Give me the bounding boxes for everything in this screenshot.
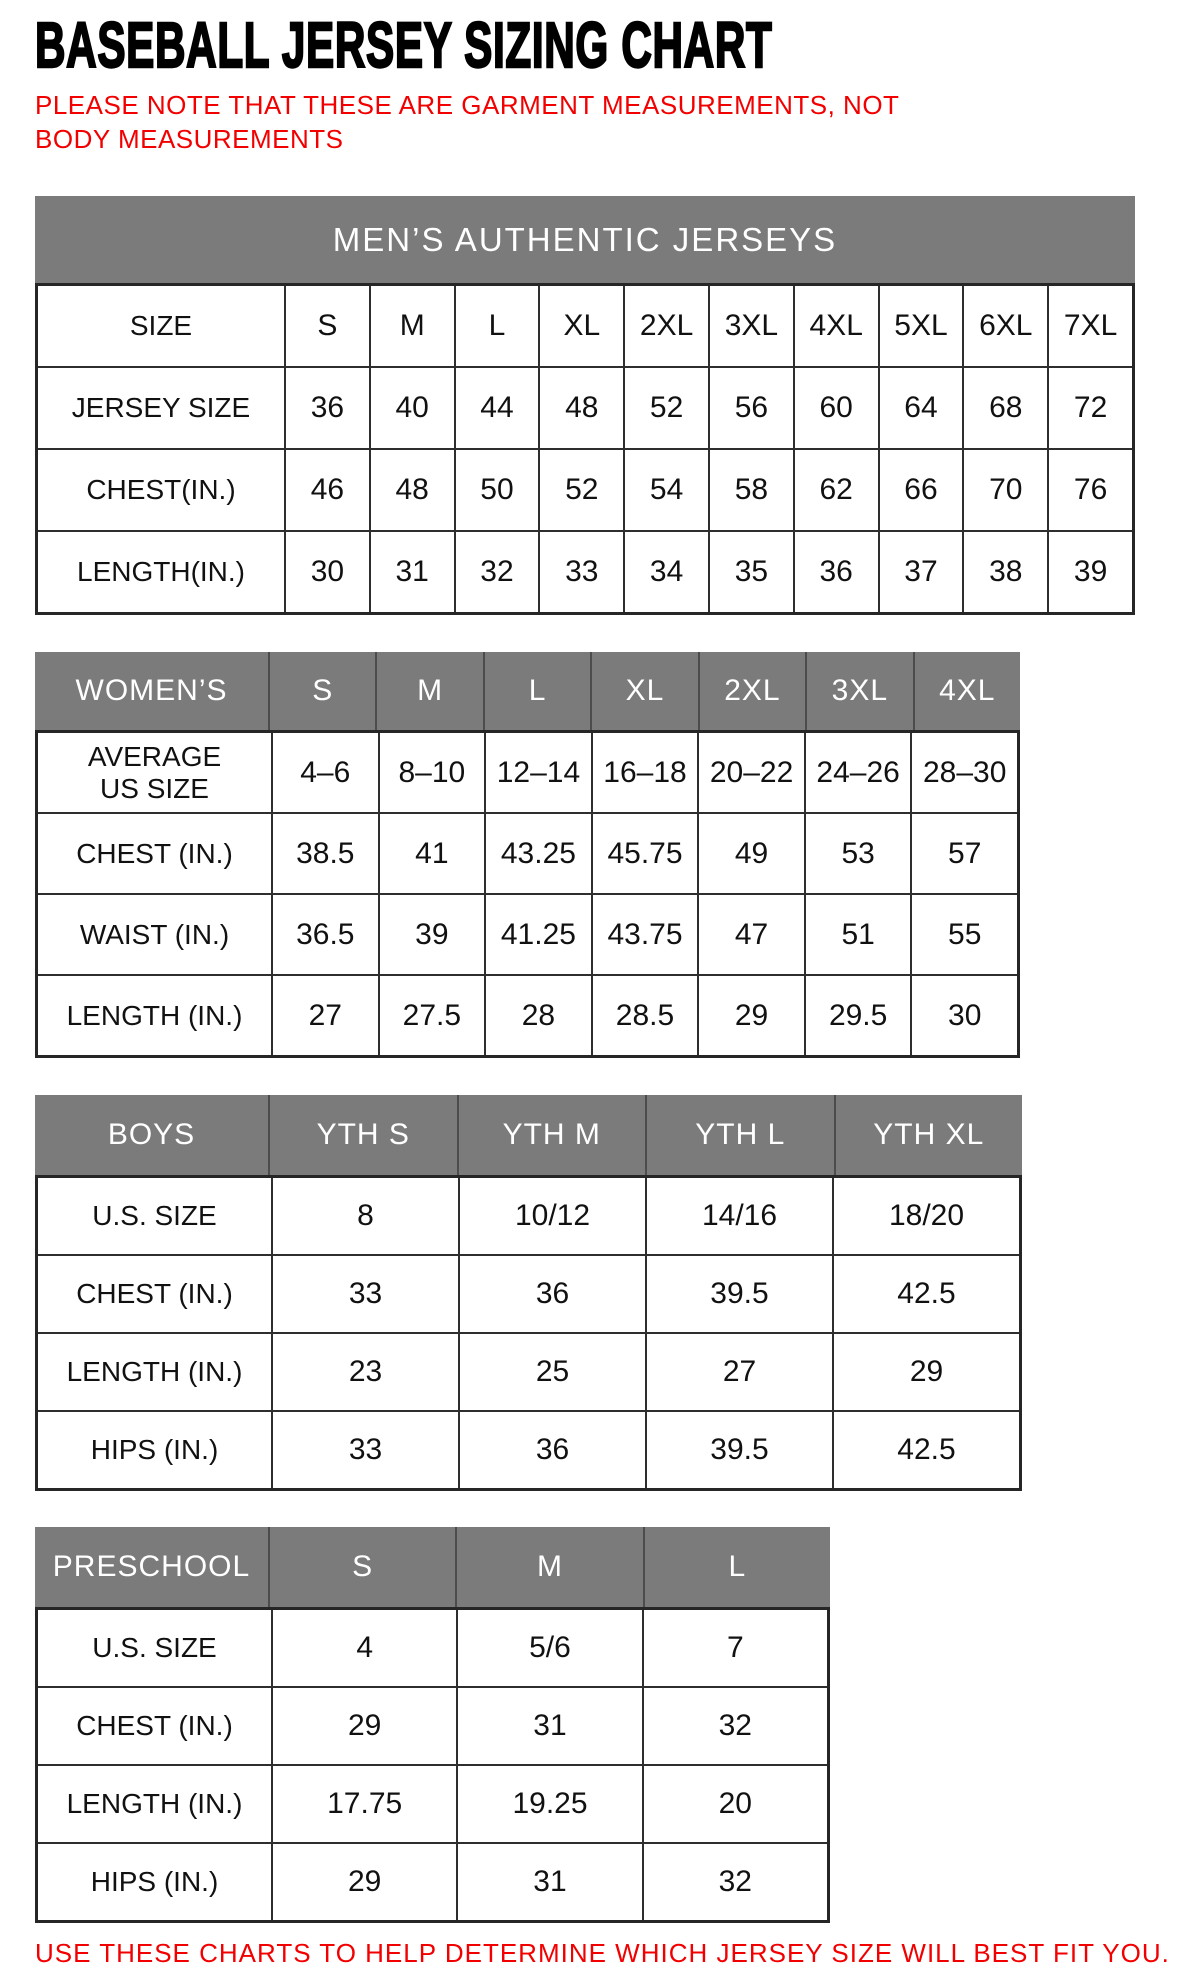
page-title-text: BASEBALL JERSEY SIZING CHART bbox=[35, 9, 773, 81]
row-label-text: CHEST (IN.) bbox=[76, 1278, 233, 1309]
value-cell: 76 bbox=[1047, 448, 1132, 530]
value-cell: 36 bbox=[284, 366, 369, 448]
page-title bbox=[35, 9, 1200, 81]
table-header-label-cell: BOYS bbox=[35, 1095, 268, 1175]
table-row bbox=[38, 1410, 1019, 1488]
table-row bbox=[38, 1610, 827, 1686]
value-cell: 4 bbox=[271, 1610, 456, 1686]
row-label-text: U.S. SIZE bbox=[92, 1200, 217, 1231]
value-cell: 23 bbox=[271, 1332, 458, 1410]
value-cell: 48 bbox=[538, 366, 623, 448]
value-cell: 57 bbox=[910, 812, 1017, 893]
row-label-text: WAIST (IN.) bbox=[79, 918, 230, 950]
value-cell: 28 bbox=[484, 974, 591, 1055]
table-row bbox=[38, 1842, 827, 1920]
value-cell: 68 bbox=[962, 366, 1047, 448]
value-cell: 8–10 bbox=[378, 733, 485, 812]
row-label bbox=[38, 893, 271, 974]
table-header-cell: YTH L bbox=[645, 1095, 834, 1175]
value-cell: 27 bbox=[645, 1332, 832, 1410]
table-body bbox=[35, 1175, 1022, 1491]
value-cell: 58 bbox=[708, 448, 793, 530]
value-cell: 24–26 bbox=[804, 733, 911, 812]
row-label-text: CHEST(IN.) bbox=[86, 474, 236, 505]
row-label bbox=[38, 1686, 271, 1764]
row-label bbox=[38, 1254, 271, 1332]
value-cell: 7 bbox=[642, 1610, 827, 1686]
row-label bbox=[38, 366, 284, 448]
value-cell: 51 bbox=[804, 893, 911, 974]
value-cell: 36.5 bbox=[271, 893, 378, 974]
value-cell: 35 bbox=[708, 530, 793, 612]
boys-sizing-table bbox=[35, 1095, 1022, 1491]
table-row bbox=[38, 893, 1017, 974]
value-cell: 32 bbox=[642, 1842, 827, 1920]
row-label-text: U.S. SIZE bbox=[92, 1632, 217, 1663]
table-row bbox=[38, 286, 1132, 366]
table-header-cell: 3XL bbox=[805, 652, 912, 730]
value-cell: 42.5 bbox=[832, 1410, 1019, 1488]
table-header-label-cell: PRESCHOOL bbox=[35, 1527, 268, 1607]
value-cell: 53 bbox=[804, 812, 911, 893]
value-cell: 4–6 bbox=[271, 733, 378, 812]
value-cell: 8 bbox=[271, 1178, 458, 1254]
value-cell: 29 bbox=[697, 974, 804, 1055]
table-header-cell: YTH XL bbox=[834, 1095, 1023, 1175]
value-cell: 72 bbox=[1047, 366, 1132, 448]
value-cell: 39.5 bbox=[645, 1410, 832, 1488]
table-row bbox=[38, 366, 1132, 448]
row-label-text: CHEST (IN.) bbox=[76, 1710, 233, 1741]
value-cell: 6XL bbox=[962, 286, 1047, 366]
table-header-label-cell: WOMEN’S bbox=[35, 652, 268, 730]
table-header-cell: YTH M bbox=[457, 1095, 646, 1175]
table-row bbox=[38, 733, 1017, 812]
table-row bbox=[38, 530, 1132, 612]
value-cell: 28–30 bbox=[910, 733, 1017, 812]
value-cell: 28.5 bbox=[591, 974, 698, 1055]
row-label-text: LENGTH (IN.) bbox=[66, 1788, 243, 1819]
row-label-text: CHEST (IN.) bbox=[76, 837, 233, 869]
row-label bbox=[38, 1610, 271, 1686]
table-header-cell: S bbox=[268, 1527, 455, 1607]
value-cell: 12–14 bbox=[484, 733, 591, 812]
row-label bbox=[38, 1842, 271, 1920]
table-header-cell: XL bbox=[590, 652, 697, 730]
row-label-text: SIZE bbox=[129, 310, 193, 341]
value-cell: 17.75 bbox=[271, 1764, 456, 1842]
table-body bbox=[35, 730, 1020, 1058]
row-label bbox=[38, 733, 271, 812]
value-cell: 18/20 bbox=[832, 1178, 1019, 1254]
row-label bbox=[38, 1332, 271, 1410]
row-label-text: LENGTH (IN.) bbox=[66, 999, 243, 1031]
table-row bbox=[38, 448, 1132, 530]
value-cell: 16–18 bbox=[591, 733, 698, 812]
value-cell: 39 bbox=[1047, 530, 1132, 612]
table-row bbox=[38, 1178, 1019, 1254]
value-cell: XL bbox=[538, 286, 623, 366]
table-header-cell: S bbox=[268, 652, 375, 730]
value-cell: 70 bbox=[962, 448, 1047, 530]
row-label-text: LENGTH (IN.) bbox=[66, 1356, 243, 1387]
value-cell: 30 bbox=[910, 974, 1017, 1055]
value-cell: 32 bbox=[642, 1686, 827, 1764]
mens-sizing-table bbox=[35, 196, 1135, 615]
value-cell: 33 bbox=[538, 530, 623, 612]
value-cell: 56 bbox=[708, 366, 793, 448]
value-cell: 44 bbox=[454, 366, 539, 448]
value-cell: 31 bbox=[456, 1842, 641, 1920]
row-label bbox=[38, 1410, 271, 1488]
table-header-cell: M bbox=[375, 652, 482, 730]
table-banner: MEN’S AUTHENTIC JERSEYS bbox=[35, 196, 1135, 283]
value-cell: 39 bbox=[378, 893, 485, 974]
table-row bbox=[38, 974, 1017, 1055]
table-header-cell: M bbox=[455, 1527, 642, 1607]
value-cell: 39.5 bbox=[645, 1254, 832, 1332]
row-label bbox=[38, 1764, 271, 1842]
table-row bbox=[38, 1686, 827, 1764]
row-label bbox=[38, 1178, 271, 1254]
value-cell: 3XL bbox=[708, 286, 793, 366]
table-header-cell: 4XL bbox=[913, 652, 1020, 730]
value-cell: 54 bbox=[623, 448, 708, 530]
sizing-chart-page bbox=[0, 9, 1200, 1968]
value-cell: 43.25 bbox=[484, 812, 591, 893]
table-row bbox=[38, 1764, 827, 1842]
value-cell: 34 bbox=[623, 530, 708, 612]
value-cell: 41.25 bbox=[484, 893, 591, 974]
value-cell: 5/6 bbox=[456, 1610, 641, 1686]
table-row bbox=[38, 1332, 1019, 1410]
garment-measurement-note: PLEASE NOTE THAT THESE ARE GARMENT MEASUREMENTS, NOT BODY MEASUREMENTS bbox=[35, 90, 899, 154]
value-cell: 43.75 bbox=[591, 893, 698, 974]
value-cell: 29 bbox=[271, 1686, 456, 1764]
value-cell: 48 bbox=[369, 448, 454, 530]
value-cell: 7XL bbox=[1047, 286, 1132, 366]
value-cell: 33 bbox=[271, 1254, 458, 1332]
value-cell: 4XL bbox=[793, 286, 878, 366]
row-label-text: HIPS (IN.) bbox=[90, 1434, 219, 1465]
row-label bbox=[38, 286, 284, 366]
value-cell: 45.75 bbox=[591, 812, 698, 893]
value-cell: 10/12 bbox=[458, 1178, 645, 1254]
value-cell: 33 bbox=[271, 1410, 458, 1488]
value-cell: 29 bbox=[832, 1332, 1019, 1410]
value-cell: 37 bbox=[878, 530, 963, 612]
value-cell: 60 bbox=[793, 366, 878, 448]
value-cell: 64 bbox=[878, 366, 963, 448]
value-cell: 47 bbox=[697, 893, 804, 974]
value-cell: 30 bbox=[284, 530, 369, 612]
value-cell: 36 bbox=[458, 1410, 645, 1488]
row-label-text: JERSEY SIZE bbox=[71, 392, 251, 423]
value-cell: 31 bbox=[369, 530, 454, 612]
row-label-text: AVERAGE US SIZE bbox=[87, 740, 222, 804]
preschool-sizing-table bbox=[35, 1527, 830, 1923]
row-label bbox=[38, 974, 271, 1055]
value-cell: 38.5 bbox=[271, 812, 378, 893]
value-cell: 66 bbox=[878, 448, 963, 530]
table-header-row bbox=[35, 1095, 1022, 1175]
value-cell: 29 bbox=[271, 1842, 456, 1920]
row-label bbox=[38, 448, 284, 530]
table-body bbox=[35, 1607, 830, 1923]
value-cell: 31 bbox=[456, 1686, 641, 1764]
table-header-row bbox=[35, 652, 1020, 730]
value-cell: 20–22 bbox=[697, 733, 804, 812]
value-cell: 38 bbox=[962, 530, 1047, 612]
table-header-cell: YTH S bbox=[268, 1095, 457, 1175]
value-cell: 32 bbox=[454, 530, 539, 612]
table-body bbox=[35, 283, 1135, 615]
value-cell: 52 bbox=[538, 448, 623, 530]
value-cell: 41 bbox=[378, 812, 485, 893]
value-cell: L bbox=[454, 286, 539, 366]
value-cell: 14/16 bbox=[645, 1178, 832, 1254]
value-cell: 36 bbox=[458, 1254, 645, 1332]
value-cell: 25 bbox=[458, 1332, 645, 1410]
table-row bbox=[38, 1254, 1019, 1332]
womens-sizing-table bbox=[35, 652, 1020, 1058]
row-label-text: HIPS (IN.) bbox=[90, 1866, 219, 1897]
table-header-cell: 2XL bbox=[698, 652, 805, 730]
value-cell: 62 bbox=[793, 448, 878, 530]
value-cell: 49 bbox=[697, 812, 804, 893]
value-cell: 20 bbox=[642, 1764, 827, 1842]
table-header-cell: L bbox=[483, 652, 590, 730]
value-cell: M bbox=[369, 286, 454, 366]
value-cell: S bbox=[284, 286, 369, 366]
value-cell: 27 bbox=[271, 974, 378, 1055]
table-header-row bbox=[35, 1527, 830, 1607]
row-label bbox=[38, 530, 284, 612]
value-cell: 50 bbox=[454, 448, 539, 530]
value-cell: 5XL bbox=[878, 286, 963, 366]
value-cell: 2XL bbox=[623, 286, 708, 366]
row-label bbox=[38, 812, 271, 893]
value-cell: 42.5 bbox=[832, 1254, 1019, 1332]
value-cell: 36 bbox=[793, 530, 878, 612]
value-cell: 19.25 bbox=[456, 1764, 641, 1842]
value-cell: 29.5 bbox=[804, 974, 911, 1055]
value-cell: 55 bbox=[910, 893, 1017, 974]
value-cell: 52 bbox=[623, 366, 708, 448]
table-header-cell: L bbox=[643, 1527, 830, 1607]
footer-note: USE THESE CHARTS TO HELP DETERMINE WHICH JERSEY SIZE WILL BEST FIT YOU. bbox=[35, 1938, 1170, 1968]
table-row bbox=[38, 812, 1017, 893]
value-cell: 46 bbox=[284, 448, 369, 530]
value-cell: 40 bbox=[369, 366, 454, 448]
value-cell: 27.5 bbox=[378, 974, 485, 1055]
row-label-text: LENGTH(IN.) bbox=[77, 556, 245, 587]
